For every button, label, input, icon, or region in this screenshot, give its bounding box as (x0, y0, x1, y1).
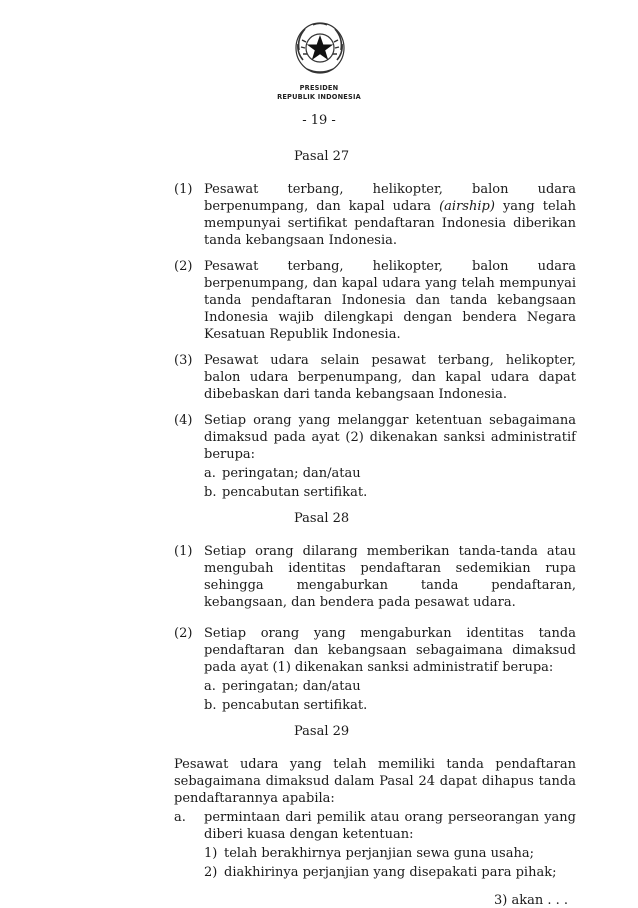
ayat-number: (2) (174, 259, 193, 274)
garuda-star-emblem-icon (293, 20, 347, 76)
pasal-27-ayat-2 (174, 258, 576, 343)
pasal-27-heading: Pasal 27 (294, 149, 350, 164)
ayat-number: (1) (174, 182, 193, 197)
pasal-27-ayat-4 (174, 412, 576, 501)
item-letter: a. (174, 810, 186, 825)
pasal-28-ayat-1 (174, 543, 576, 611)
ayat-number: (4) (174, 413, 193, 428)
item-text: permintaan dari pemilik atau orang perseorangan yang diberi kuasa dengan ketentuan: (204, 810, 576, 842)
ayat-text: Setiap orang yang mengaburkan identitas tanda pendaftaran dan kebangsaan sebagaimana dimaksud pada ayat (1) dikenakan sanksi administratif berupa: (204, 626, 576, 675)
letterhead (0, 0, 638, 110)
sanction-item: b. pencabutan sertifikat. (204, 485, 368, 500)
condition-item: 2) diakhirinya perjanjian yang disepakati para pihak; (204, 865, 557, 880)
pasal-29-intro: Pesawat udara yang telah memiliki tanda pendaftaran sebagaimana dimaksud dalam Pasal 24 dapat dihapus tanda pendaftarannya apabila: (174, 757, 576, 806)
seal-label-line1: PRESIDEN (299, 84, 339, 92)
sanction-item: a. peringatan; dan/atau (204, 466, 361, 481)
ayat-text: Pesawat terbang, helikopter, balon udara berpenumpang, dan kapal udara (airship) yang telah mempunyai sertifikat pendaftaran Indonesia diberikan tanda kebangsaan Indonesia. (204, 182, 576, 248)
continuation-marker: 3) akan . . . (493, 893, 568, 908)
ayat-text: Setiap orang yang melanggar ketentuan sebagaimana dimaksud pada ayat (2) dikenakan sanksi administratif berupa: (204, 413, 576, 462)
sanction-item: a. peringatan; dan/atau (204, 679, 361, 694)
pasal-27-ayat-1 (174, 181, 576, 249)
document-body (174, 148, 576, 908)
ayat-number: (1) (174, 544, 193, 559)
airship-term: (airship) (439, 199, 495, 214)
pasal-29-item-a (174, 809, 576, 881)
condition-item: 1) telah berakhirnya perjanjian sewa guna usaha; (204, 846, 534, 861)
sanction-item: b. pencabutan sertifikat. (204, 698, 368, 713)
ayat-text: Pesawat udara selain pesawat terbang, helikopter, balon udara berpenumpang, dan kapal udara dapat dibebaskan dari tanda kebangsaan Indonesia. (204, 353, 576, 402)
pasal-29-heading: Pasal 29 (294, 724, 350, 739)
ayat-text: Pesawat terbang, helikopter, balon udara berpenumpang, dan kapal udara yang telah mempunyai tanda pendaftaran Indonesia dan tanda kebangsaan Indonesia wajib dilengkapi dengan bendera Negara Kesatuan Republik Indonesia. (204, 259, 576, 342)
pasal-28-ayat-2 (174, 625, 576, 714)
pasal-28-heading: Pasal 28 (294, 511, 350, 526)
pasal-27-ayat-3 (174, 352, 576, 403)
ayat-number: (2) (174, 626, 193, 641)
page-number: - 19 - (302, 113, 336, 128)
ayat-text: Setiap orang dilarang memberikan tanda-tanda atau mengubah identitas pendaftaran sedemikian rupa sehingga mengaburkan tanda pendaftaran, kebangsaan, dan bendera pada pesawat udara. (204, 544, 576, 610)
ayat-number: (3) (174, 353, 193, 368)
seal-label-line2: REPUBLIK INDONESIA (277, 93, 361, 101)
